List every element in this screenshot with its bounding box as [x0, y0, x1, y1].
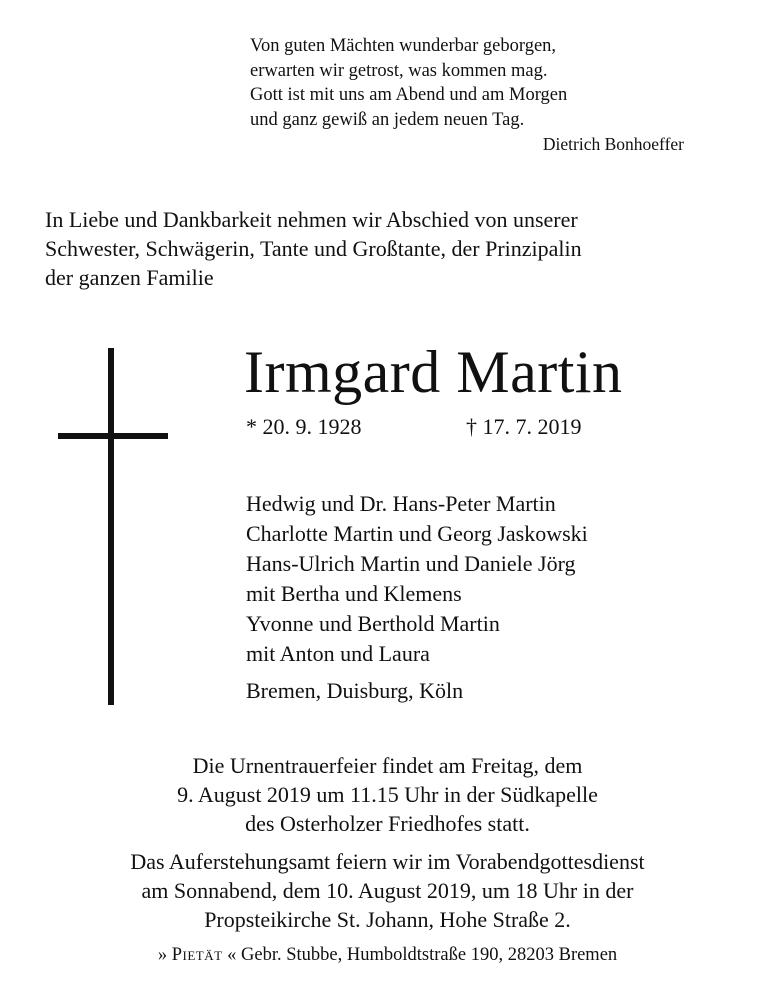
deceased-name: Irmgard Martin [244, 339, 623, 405]
family-line: Hedwig und Dr. Hans-Peter Martin [246, 491, 556, 516]
footer-open-quote: » [157, 945, 172, 965]
service-line: Das Auferstehungsamt feiern wir im Vorabendgottesdienst [130, 849, 645, 874]
family-line: mit Anton und Laura [246, 641, 430, 666]
family-line: Hans-Ulrich Martin und Daniele Jörg [246, 551, 576, 576]
mass-text [0, 847, 775, 934]
poem-line: und ganz gewiß an jedem neuen Tag. [250, 109, 525, 130]
urn-ceremony-text [0, 751, 775, 838]
cross-horizontal-bar [58, 433, 168, 439]
service-line: Die Urnentrauerfeier findet am Freitag, dem [192, 753, 583, 778]
service-line: Propsteikirche St. Johann, Hohe Straße 2. [204, 907, 571, 932]
funeral-home-footer [0, 941, 775, 969]
poem-author: Dietrich Bonhoeffer [542, 134, 684, 154]
family-line: Yvonne und Berthold Martin [246, 611, 500, 636]
family-places: Bremen, Duisburg, Köln [246, 678, 464, 703]
poem-line: Gott ist mit uns am Abend und am Morgen [250, 85, 568, 105]
service-line: 9. August 2019 um 11.15 Uhr in der Südkapelle [177, 782, 598, 807]
intro-line: Schwester, Schwägerin, Tante und Großtante, der Prinzipalin [45, 236, 582, 261]
poem-line: Von guten Mächten wunderbar geborgen, [250, 36, 557, 56]
cross-vertical-bar [108, 348, 114, 705]
family-line: mit Bertha und Klemens [246, 581, 462, 606]
family-list [246, 489, 746, 669]
intro-line: der ganzen Familie [45, 265, 214, 290]
intro-text [45, 205, 745, 292]
funeral-home-name: Pietät [171, 945, 223, 965]
death-date: † 17. 7. 2019 [466, 414, 582, 439]
service-line: am Sonnabend, dem 10. August 2019, um 18 Uhr in der [141, 878, 634, 903]
footer-close-quote: « [222, 945, 242, 965]
birth-date: * 20. 9. 1928 [246, 414, 362, 439]
intro-line: In Liebe und Dankbarkeit nehmen wir Abschied von unserer [45, 207, 578, 232]
poem [250, 34, 700, 132]
service-line: des Osterholzer Friedhofes statt. [245, 811, 530, 836]
funeral-home-details: Gebr. Stubbe, Humboldtstraße 190, 28203 Bremen [241, 945, 618, 965]
poem-line: erwarten wir getrost, was kommen mag. [250, 60, 548, 81]
family-line: Charlotte Martin und Georg Jaskowski [246, 521, 588, 546]
